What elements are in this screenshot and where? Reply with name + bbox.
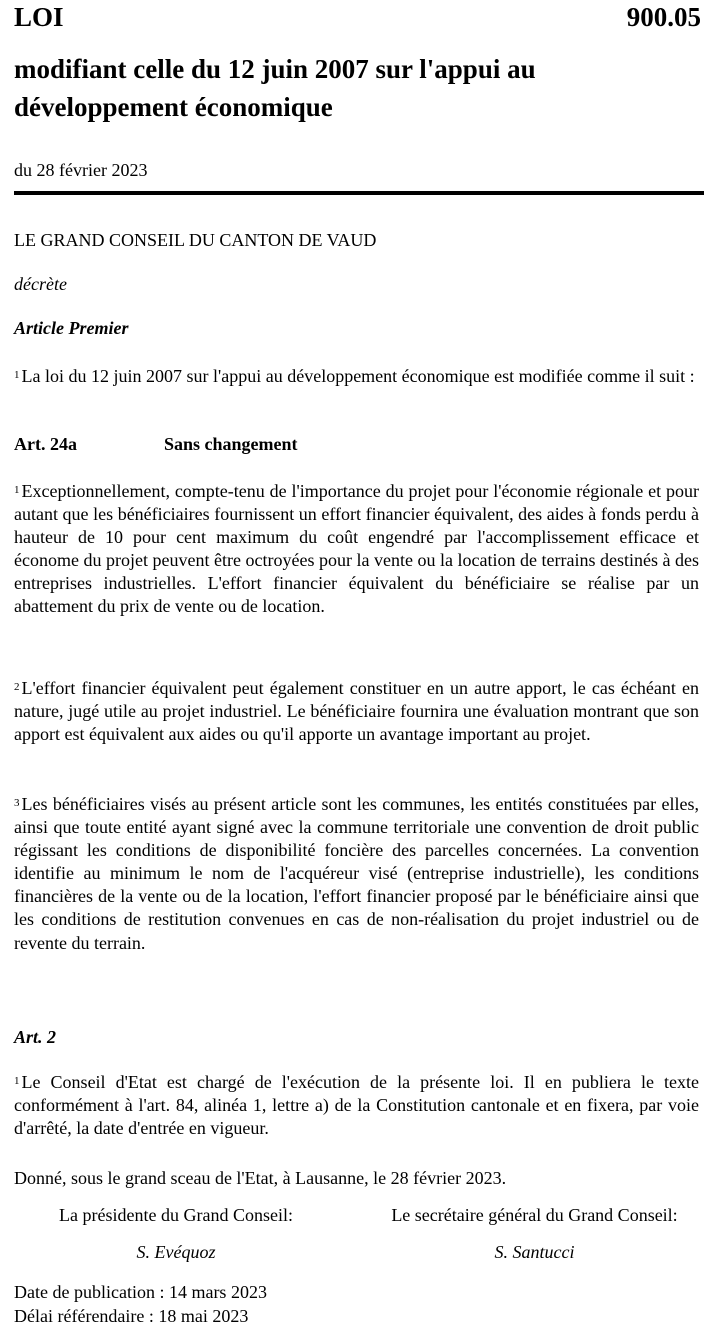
header-divider	[14, 191, 704, 195]
paragraph-text: Le Conseil d'Etat est chargé de l'exécution de la présente loi. Il en publiera le texte conformément à l'art. 84, alinéa 1, lettre a) de la Constitution cantonale et en fixera, par voie d'arrêté, la date d'entrée en vigueur.	[14, 1072, 699, 1139]
paragraph-number: 1	[14, 369, 20, 381]
paragraph-number: 3	[14, 797, 20, 809]
art-24a-paragraph-1	[14, 480, 699, 619]
paragraph-number: 1	[14, 1075, 20, 1087]
art-24a-label: Art. 24a	[14, 434, 77, 454]
paragraph-text: L'effort financier équivalent peut également constituer en un autre apport, le cas échéant en nature, jugé utile au projet industriel. Le bénéficiaire fournira une évaluation montrant que son apport est équivalent aux aides ou qu'il apporte un avantage important au projet.	[14, 678, 699, 745]
given-statement: Donné, sous le grand sceau de l'Etat, à Lausanne, le 28 février 2023.	[14, 1168, 507, 1188]
paragraph-number: 2	[14, 681, 20, 693]
paragraph-text: La loi du 12 juin 2007 sur l'appui au développement économique est modifiée comme il suit :	[21, 366, 695, 386]
law-title: modifiant celle du 12 juin 2007 sur l'appui au développement économique	[14, 54, 536, 122]
referendum-deadline: Délai référendaire : 18 mai 2023	[14, 1306, 249, 1326]
art-2-paragraph-1	[14, 1071, 699, 1140]
art-2-heading: Art. 2	[14, 1027, 57, 1047]
paragraph-number: 1	[14, 484, 20, 496]
law-type: LOI	[14, 2, 64, 32]
article-premier-heading: Article Premier	[14, 318, 129, 338]
art-24a-status: Sans changement	[164, 434, 298, 454]
art-24a-paragraph-2	[14, 677, 699, 746]
law-date: du 28 février 2023	[14, 160, 148, 180]
enacting-body: LE GRAND CONSEIL DU CANTON DE VAUD	[14, 230, 377, 250]
publication-date: Date de publication : 14 mars 2023	[14, 1282, 267, 1302]
signature-right-name: S. Santucci	[494, 1242, 575, 1262]
decree-word: décrète	[14, 274, 67, 294]
law-number: 900.05	[626, 2, 701, 32]
art-24a-paragraph-3	[14, 793, 699, 955]
paragraph-text: Exceptionnellement, compte-tenu de l'importance du projet pour l'économie régionale et pour autant que les bénéficiaires fournissent un effort financier équivalent, des aides à fonds perdu à hauteur de 10 pour cent maximum du coût engendré par l'accomplissement efficace et économe du projet peuvent être octroyées pour la vente ou la location de terrains destinés à des entreprises industrielles. L'effort financier équivalent du bénéficiaire se réalise par un abattement du prix de vente ou de location.	[14, 481, 699, 617]
signature-left-name: S. Evéquoz	[136, 1242, 216, 1262]
art-24a-heading	[14, 433, 699, 456]
signature-right-role: Le secrétaire général du Grand Conseil:	[391, 1205, 678, 1225]
paragraph-text: Les bénéficiaires visés au présent article sont les communes, les entités constituées par elles, ainsi que toute entité ayant signé avec la commune territoriale une convention de droit public régissant les conditions de disponibilité foncière des parcelles concernées. La convention identifie au minimum le nom de l'acquéreur visé (entreprise industrielle), les conditions financières de la vente ou de la location, l'effort financier proposé par le bénéficiaire ainsi que les conditions de restitution convenues en cas de non-réalisation du projet industriel ou de revente du terrain.	[14, 794, 699, 953]
article-premier-paragraph-1	[14, 365, 699, 388]
signature-left-role: La présidente du Grand Conseil:	[59, 1205, 293, 1225]
